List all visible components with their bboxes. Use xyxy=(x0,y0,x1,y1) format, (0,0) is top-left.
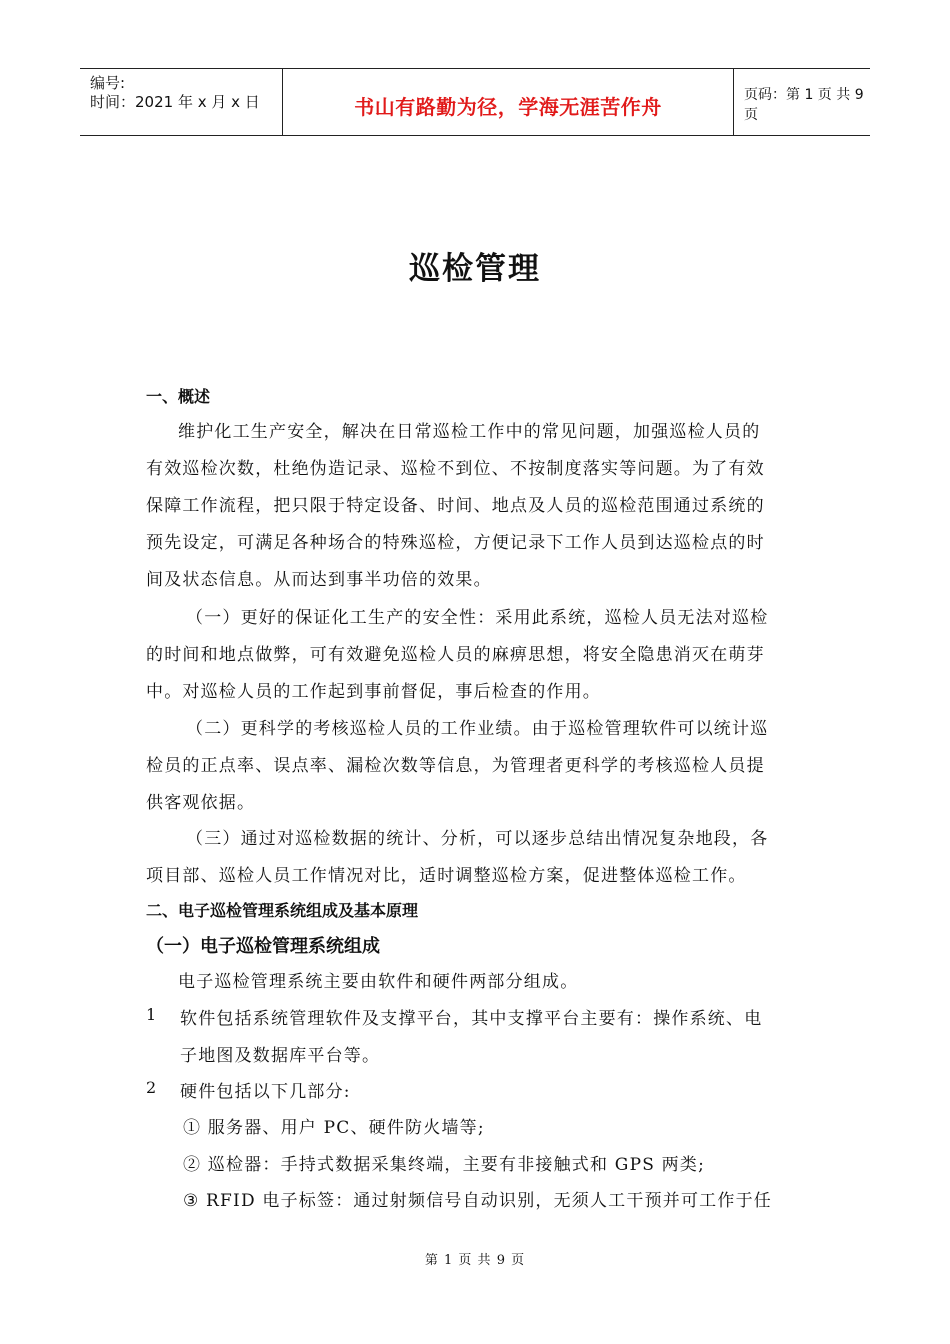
header-page-cell xyxy=(734,69,870,135)
list-item-line: 子地图及数据库平台等。 xyxy=(180,1046,381,1066)
paragraph-line: 间及状态信息。从而达到事半功倍的效果。 xyxy=(146,570,492,590)
number-label: 编号: xyxy=(90,74,126,92)
bullet-item: ① 服务器、用户 PC、硬件防火墙等; xyxy=(183,1118,485,1138)
list-item-line: 软件包括系统管理软件及支撑平台，其中支撑平台主要有：操作系统、电 xyxy=(180,1009,763,1029)
time-label: 时间：2021 年 x 月 x 日 xyxy=(90,93,260,111)
paragraph-line: 维护化工生产安全，解决在日常巡检工作中的常见问题，加强巡检人员的 xyxy=(178,422,761,442)
paragraph-line: 项目部、巡检人员工作情况对比，适时调整巡检方案，促进整体巡检工作。 xyxy=(146,866,747,886)
paragraph-line: 检员的正点率、误点率、漏检次数等信息，为管理者更科学的考核巡检人员提 xyxy=(146,756,765,776)
bullet-item: ② 巡检器：手持式数据采集终端，主要有非接触式和 GPS 两类; xyxy=(183,1155,706,1175)
header-table xyxy=(80,68,870,136)
section-heading-overview: 一、概述 xyxy=(146,387,211,406)
motto-text: 书山有路勤为径，学海无涯苦作舟 xyxy=(354,94,662,119)
paragraph-line: 中。对巡检人员的工作起到事前督促，事后检查的作用。 xyxy=(146,682,601,702)
list-number: 1 xyxy=(146,1005,157,1024)
paragraph-line: （一）更好的保证化工生产的安全性：采用此系统，巡检人员无法对巡检 xyxy=(186,608,769,628)
header-left-cell xyxy=(80,69,282,135)
bullet-item: ③ RFID 电子标签：通过射频信号自动识别，无须人工干预并可工作于任 xyxy=(183,1191,772,1211)
paragraph-line: 预先设定，可满足各种场合的特殊巡检，方便记录下工作人员到达巡检点的时 xyxy=(146,533,765,553)
page-footer: 第 1 页 共 9 页 xyxy=(424,1253,526,1268)
section-heading-system: 二、电子巡检管理系统组成及基本原理 xyxy=(146,901,419,920)
paragraph-line: （三）通过对巡检数据的统计、分析，可以逐步总结出情况复杂地段，各 xyxy=(186,829,769,849)
paragraph-line: （二）更科学的考核巡检人员的工作业绩。由于巡检管理软件可以统计巡 xyxy=(186,719,769,739)
document-title: 巡检管理 xyxy=(409,251,541,287)
page-info: 页码：第 1 页 共 9 页 xyxy=(744,87,864,123)
header-motto-cell xyxy=(282,69,734,135)
paragraph-line: 有效巡检次数，杜绝伪造记录、巡检不到位、不按制度落实等问题。为了有效 xyxy=(146,459,765,479)
paragraph-line: 电子巡检管理系统主要由软件和硬件两部分组成。 xyxy=(178,972,579,992)
list-item-line: 硬件包括以下几部分: xyxy=(180,1082,351,1102)
subsection-heading: （一）电子巡检管理系统组成 xyxy=(146,936,380,957)
paragraph-line: 保障工作流程，把只限于特定设备、时间、地点及人员的巡检范围通过系统的 xyxy=(146,496,765,516)
paragraph-line: 供客观依据。 xyxy=(146,793,256,813)
paragraph-line: 的时间和地点做弊，可有效避免巡检人员的麻痹思想，将安全隐患消灭在萌芽 xyxy=(146,645,765,665)
list-number: 2 xyxy=(146,1078,157,1097)
